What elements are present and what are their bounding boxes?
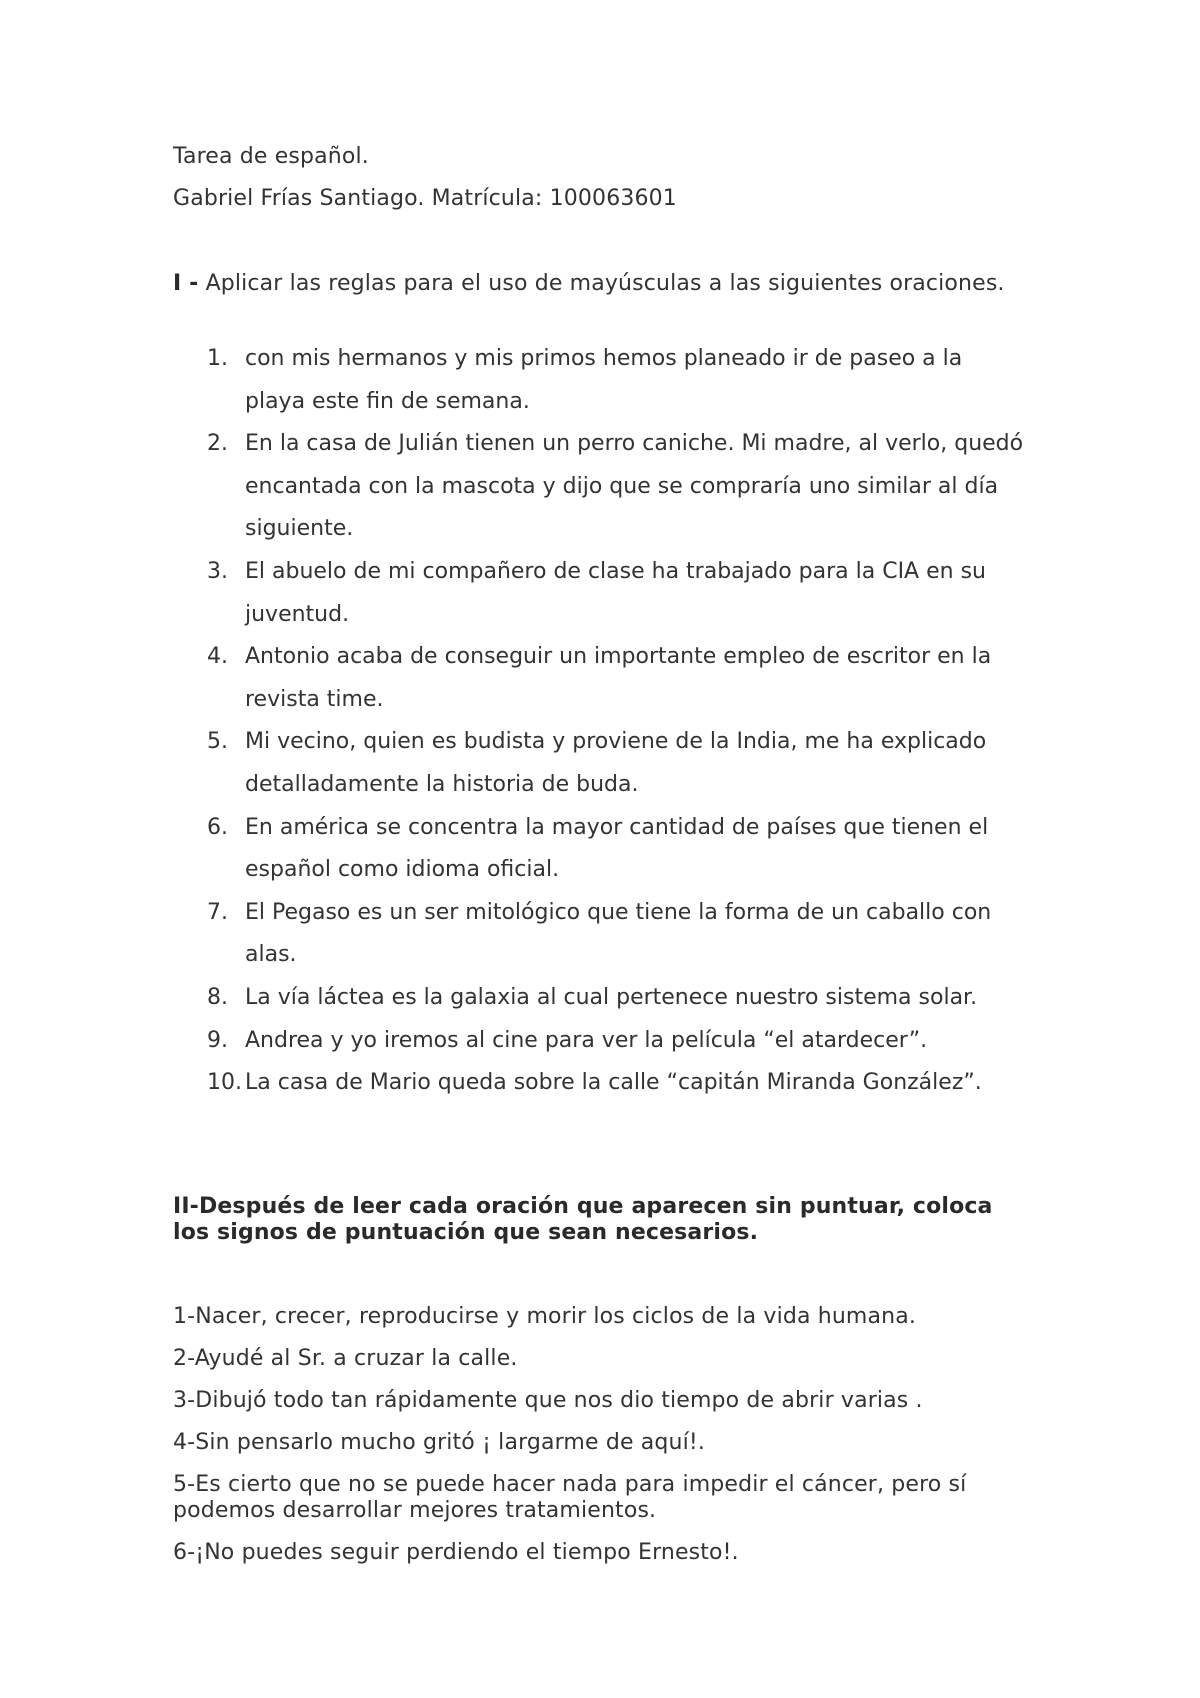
list-item-number: 7.	[207, 899, 228, 925]
list-item-text: En la casa de Julián tienen un perro caniche. Mi madre, al verlo, quedó	[245, 431, 1024, 457]
list-item-text: El Pegaso es un ser mitológico que tiene la forma de un caballo con	[245, 899, 992, 925]
list-item-text: juventud.	[245, 601, 350, 627]
list-item-text: Mi vecino, quien es budista y proviene de la India, me ha explicado	[245, 729, 987, 755]
list-item-text: español como idioma oficial.	[245, 857, 560, 883]
list-item	[173, 338, 1053, 423]
section2-heading-line1: II-Después de leer cada oración que aparecen sin puntuar, coloca	[173, 1194, 993, 1219]
list-item-number: 5.	[207, 729, 228, 755]
list-item-text: Andrea y yo iremos al cine para ver la película “el atardecer”.	[245, 1027, 928, 1053]
list-item	[173, 721, 1053, 806]
list-item	[173, 892, 1053, 977]
list-item-number: 6.	[207, 814, 228, 840]
section2-heading-line2: los signos de puntuación que sean necesarios.	[173, 1220, 759, 1245]
section1-heading-text: Aplicar las reglas para el uso de mayúsculas a las siguientes oraciones.	[198, 271, 1005, 296]
list-item	[173, 636, 1053, 721]
list-item-text: con mis hermanos y mis primos hemos planeado ir de paseo a la	[245, 346, 963, 371]
list-item-number: 2.	[207, 431, 228, 457]
list-item	[173, 1020, 1053, 1063]
student-info: Gabriel Frías Santiago. Matrícula: 100063601	[173, 186, 677, 211]
list-item-text: La casa de Mario queda sobre la calle “capitán Miranda González”.	[245, 1070, 982, 1096]
list-item-number: 3.	[207, 558, 228, 584]
list-item	[173, 551, 1053, 636]
list-item-text: siguiente.	[245, 516, 354, 542]
list-item-text: encantada con la mascota y dijo que se compraría uno similar al día	[245, 473, 999, 499]
list-item-number: 4.	[207, 644, 228, 670]
section2-item: 6-¡No puedes seguir perdiendo el tiempo Ernesto!.	[173, 1540, 739, 1565]
list-item-number: 10.	[207, 1070, 242, 1096]
section2-item: 2-Ayudé al Sr. a cruzar la calle.	[173, 1346, 518, 1371]
list-item	[173, 977, 1053, 1020]
list-item-text: detalladamente la historia de buda.	[245, 771, 639, 797]
list-item-text: Antonio acaba de conseguir un importante empleo de escritor en la	[245, 644, 992, 670]
list-item-text: La vía láctea es la galaxia al cual pertenece nuestro sistema solar.	[245, 984, 978, 1010]
list-item-text: En américa se concentra la mayor cantidad de países que tienen el	[245, 814, 989, 840]
list-item-number: 8.	[207, 984, 228, 1010]
list-item-text: playa este fin de semana.	[245, 388, 530, 414]
document-title: Tarea de español.	[173, 144, 369, 169]
list-item-text: El abuelo de mi compañero de clase ha trabajado para la CIA en su	[245, 558, 986, 584]
list-item	[173, 807, 1053, 892]
section2-item-continuation: podemos desarrollar mejores tratamientos.	[173, 1498, 657, 1523]
section1-list	[173, 338, 1053, 1105]
list-item-number: 9.	[207, 1027, 228, 1053]
section2-item: 3-Dibujó todo tan rápidamente que nos dio tiempo de abrir varias .	[173, 1388, 923, 1413]
list-item	[173, 423, 1053, 551]
section2-item: 4-Sin pensarlo mucho gritó ¡ largarme de aquí!.	[173, 1430, 705, 1455]
section2-item: 5-Es cierto que no se puede hacer nada para impedir el cáncer, pero sí	[173, 1472, 967, 1497]
section1-heading	[173, 270, 1005, 298]
list-item-text: revista time.	[245, 686, 384, 712]
section2-item: 1-Nacer, crecer, reproducirse y morir los ciclos de la vida humana.	[173, 1304, 916, 1329]
list-item-number: 1.	[207, 346, 228, 371]
list-item-text: alas.	[245, 942, 297, 968]
section1-heading-prefix: I -	[173, 271, 199, 296]
list-item	[173, 1062, 1053, 1105]
